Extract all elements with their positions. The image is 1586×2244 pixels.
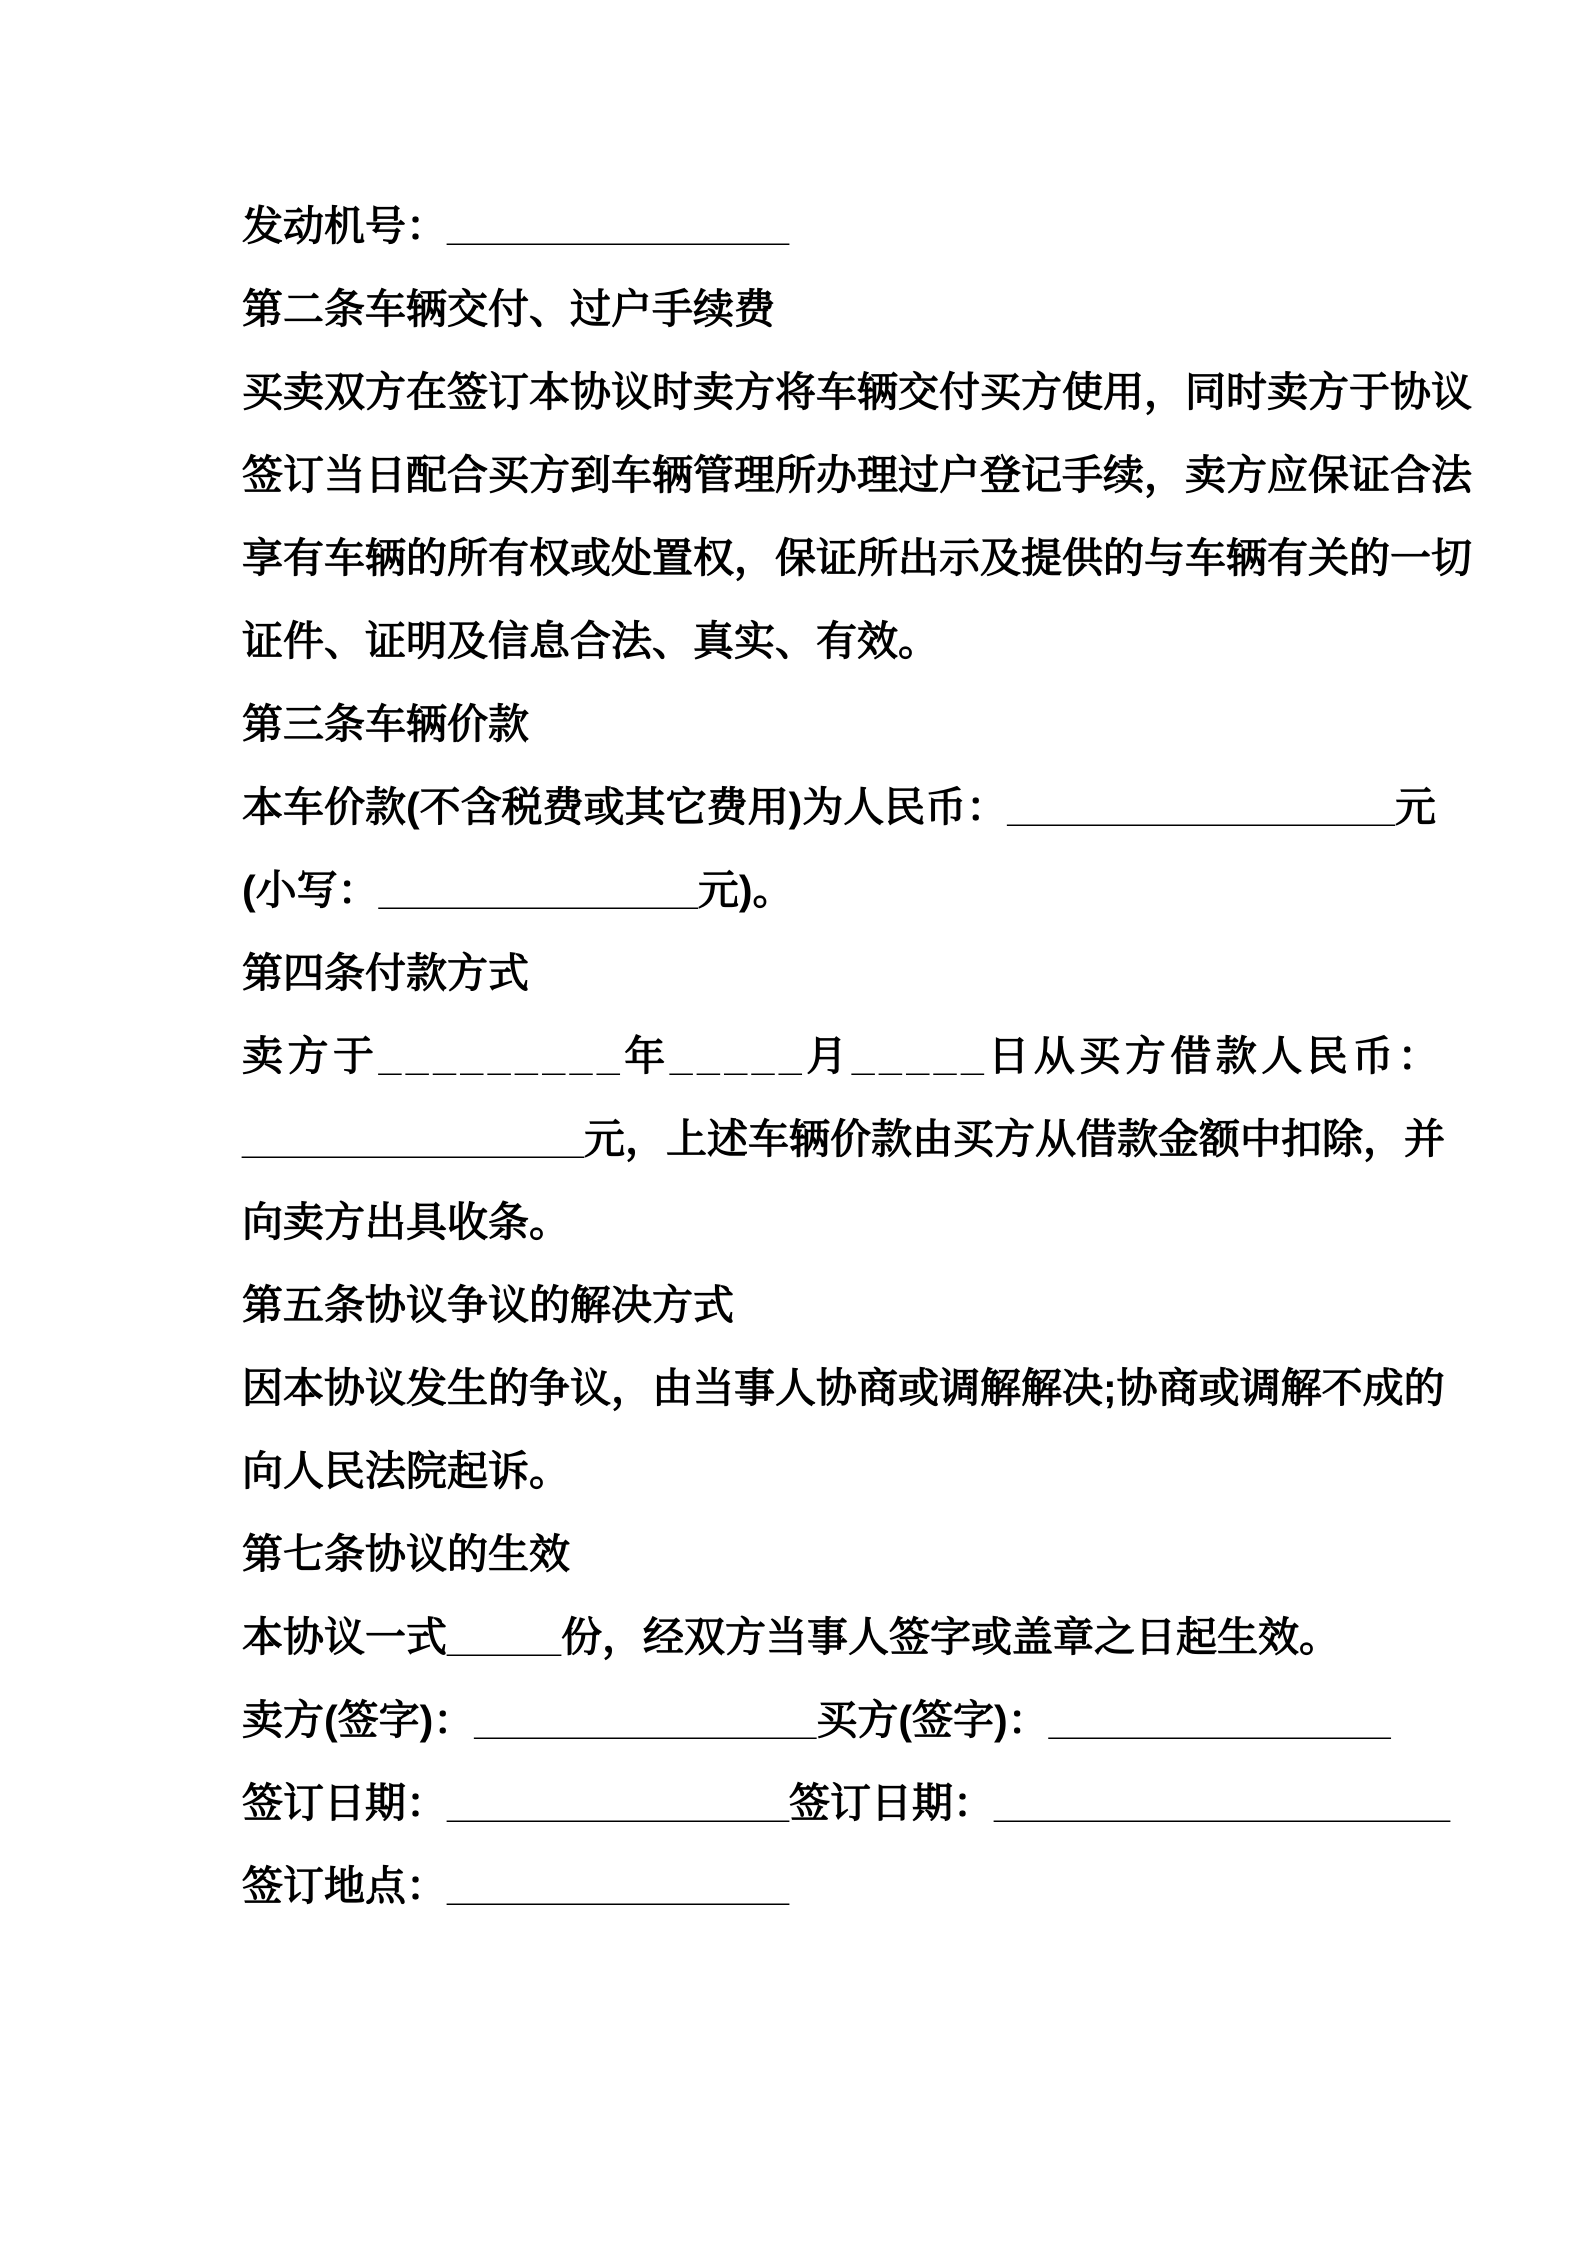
para-vehicle-price: 本车价款(不含税费或其它费用)为人民币：_________________元: [242, 784, 1436, 830]
line-signatures: 卖方(签字)：_______________买方(签字)：_______________: [242, 1697, 1391, 1743]
heading-clause-5: 第五条协议争议的解决方式: [242, 1282, 734, 1328]
para-payment-method-3: 向卖方出具收条。: [242, 1199, 570, 1245]
para-clause-2-text-3: 享有车辆的所有权或处置权，保证所出示及提供的与车辆有关的一切: [242, 535, 1472, 581]
para-payment-method-1: 卖方于_________年_____月_____日从买方借款人民币：: [242, 1033, 1444, 1079]
heading-clause-7: 第七条协议的生效: [242, 1531, 570, 1577]
para-dispute-resolution-2: 向人民法院起诉。: [242, 1448, 570, 1494]
line-signing-dates: 签订日期：_______________签订日期：____________________: [242, 1780, 1451, 1826]
heading-clause-4: 第四条付款方式: [242, 950, 529, 996]
heading-clause-2: 第二条车辆交付、过户手续费: [242, 286, 775, 332]
heading-clause-3: 第三条车辆价款: [242, 701, 529, 747]
para-clause-2-text-4: 证件、证明及信息合法、真实、有效。: [242, 618, 939, 664]
para-price-numeral: (小写：______________元)。: [242, 867, 794, 913]
para-clause-2-text-1: 买卖双方在签订本协议时卖方将车辆交付买方使用，同时卖方于协议: [242, 369, 1472, 415]
para-dispute-resolution-1: 因本协议发生的争议，由当事人协商或调解解决;协商或调解不成的: [242, 1365, 1445, 1411]
para-clause-2-text-2: 签订当日配合买方到车辆管理所办理过户登记手续，卖方应保证合法: [242, 452, 1472, 498]
line-engine-number: 发动机号：_______________: [242, 203, 790, 249]
para-effectiveness: 本协议一式_____份，经双方当事人签字或盖章之日起生效。: [242, 1614, 1341, 1660]
para-payment-method-2: _______________元，上述车辆价款由买方从借款金额中扣除，并: [242, 1116, 1446, 1162]
line-signing-place: 签订地点：_______________: [242, 1863, 790, 1909]
